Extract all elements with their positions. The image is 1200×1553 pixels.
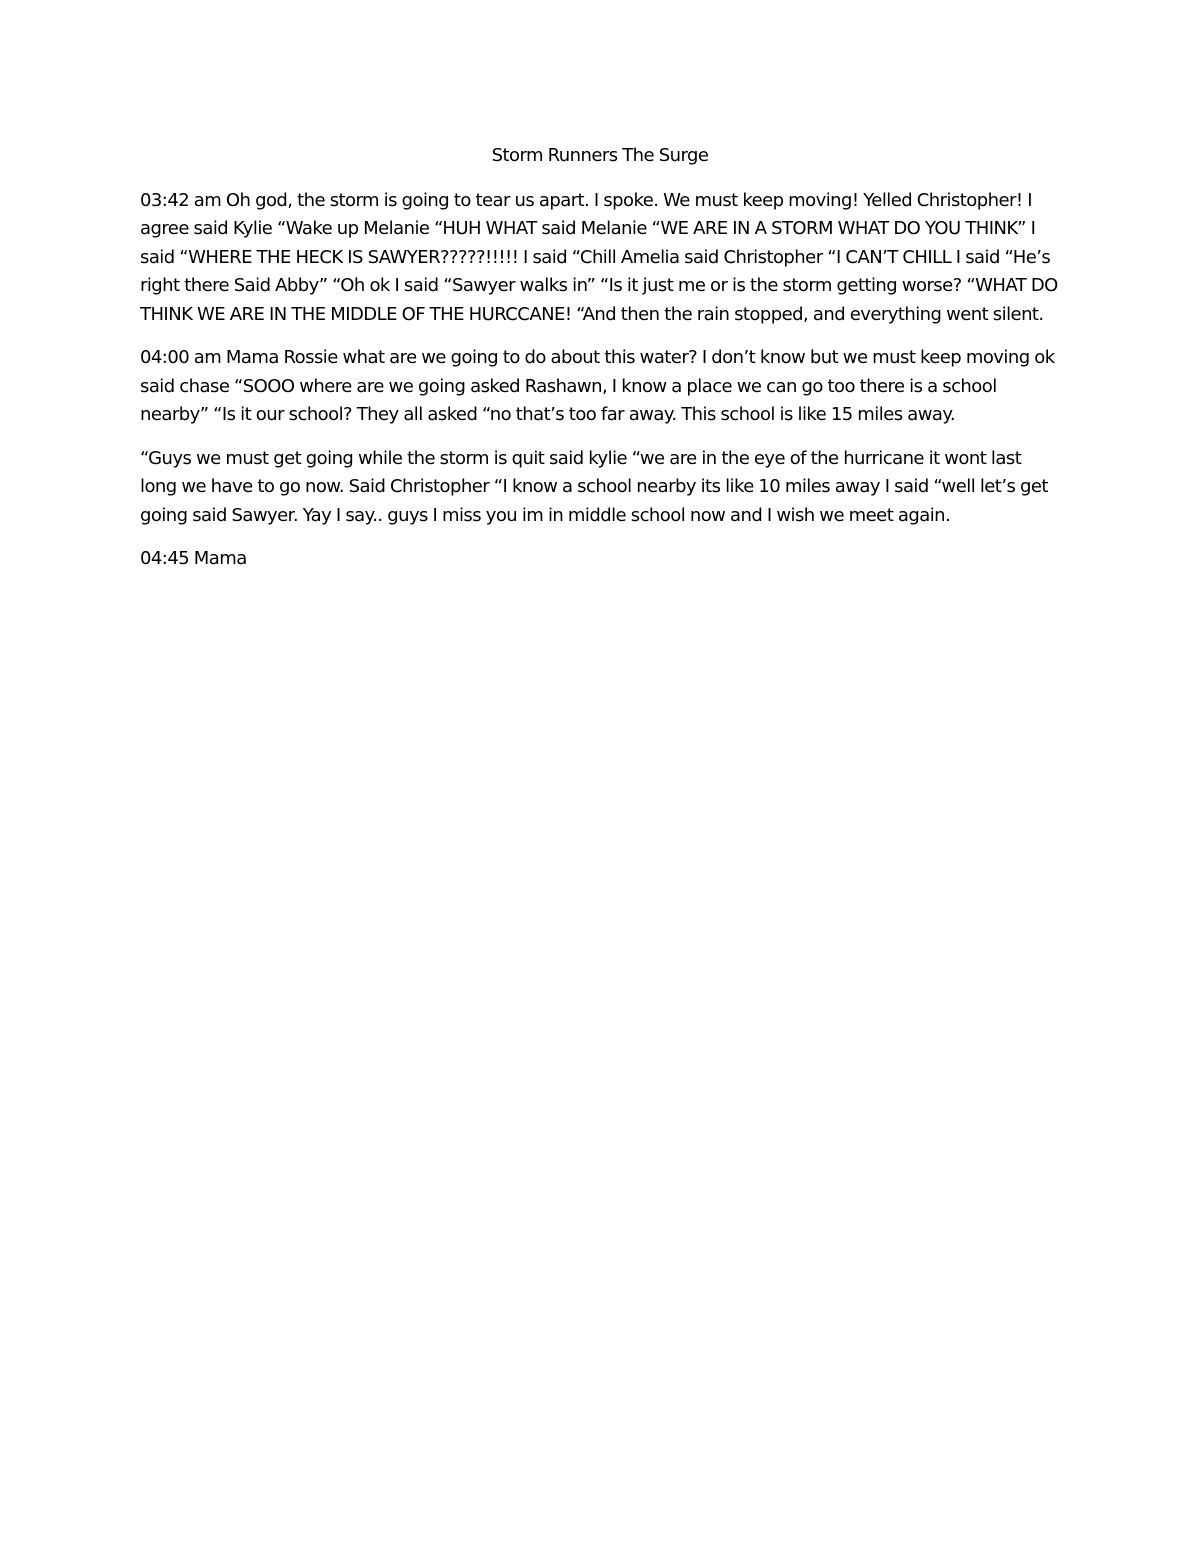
paragraph-0342: 03:42 am Oh god, the storm is going to tear us apart. I spoke. We must keep moving! Yelled Christopher! I agree said Kylie “Wake up Melanie “HUH WHAT said Melanie “WE ARE IN A STORM WHAT DO YOU THINK” I said “WHERE THE HECK IS SAWYER?????!!!!! I said “Chill Amelia said Christopher “I CAN’T CHILL I said “He’s right there Said Abby” “Oh ok I said “Sawyer walks in” “Is it just me or is the storm getting worse? “WHAT DO THINK WE ARE IN THE MIDDLE OF THE HURCCANE! “And then the rain stopped, and everything went silent. [140, 189, 1058, 325]
paragraph-guys: “Guys we must get going while the storm is quit said kylie “we are in the eye of the hurricane it wont last long we have to go now. Said Christopher “I know a school nearby its like 10 miles away I said “well let’s get going said Sawyer. Yay I say.. guys I miss you im in middle school now and I wish we meet again. [140, 447, 1048, 526]
document-title: Storm Runners The Surge [491, 145, 709, 166]
paragraph-0400: 04:00 am Mama Rossie what are we going to do about this water? I don’t know but we must keep moving ok said chase “SOOO where are we going asked Rashawn, I know a place we can go too there is a school nearby” “Is it our school? They all asked “no that’s too far away. This school is like 15 miles away. [140, 347, 1055, 425]
document-body [140, 142, 1060, 589]
paragraph-0445: 04:45 Mama [140, 548, 247, 569]
